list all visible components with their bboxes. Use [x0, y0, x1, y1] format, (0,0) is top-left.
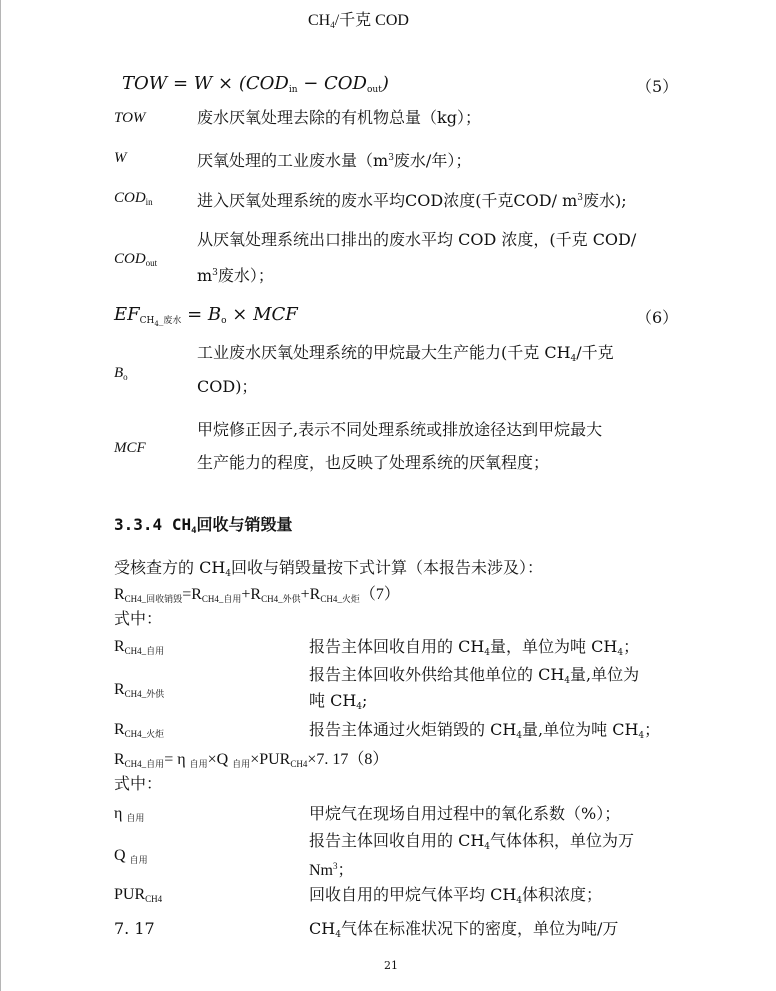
def-text: 报告主体回收自用的 CH: [309, 831, 485, 850]
def-sub: 4: [516, 896, 523, 906]
symbol-eta: [114, 803, 144, 829]
sym-text: R: [114, 638, 125, 655]
def-sub: 4: [638, 731, 645, 741]
definition-w: [197, 147, 471, 172]
eq-text: R: [114, 751, 125, 768]
sym-text: B: [114, 365, 124, 381]
eq-sub: [140, 316, 182, 326]
def-sub: 4: [484, 648, 491, 658]
def-text: 量,单位为吨 CH: [522, 720, 639, 739]
page-number: 21: [384, 959, 398, 972]
symbol-bo: [114, 362, 128, 388]
definition-r-self-use: [309, 636, 639, 664]
definition-r-external-line1: [309, 664, 639, 692]
section-number: 3.3.4: [114, 515, 163, 534]
definition-pur: [309, 884, 602, 912]
sym-sub: in: [145, 197, 153, 207]
eq-text: R: [114, 586, 125, 603]
def-sub: 4: [335, 930, 341, 940]
symbol-density-constant: 7. 17: [114, 919, 155, 938]
symbol-r-flare: [114, 719, 164, 745]
symbol-w: W: [114, 150, 127, 166]
eq-text: = B: [181, 304, 222, 325]
sym-text: R: [114, 681, 125, 698]
symbol-pur: [114, 884, 162, 910]
def-text: ；: [337, 862, 354, 879]
sym-sub: CH4_自用: [124, 646, 165, 656]
def-text: 气体在标准状况下的密度，单位为吨/万: [340, 919, 619, 938]
eq-text: ×Q: [207, 751, 233, 768]
intro-text: 受核查方的 CH: [114, 558, 226, 577]
definition-tow: 废水厌氧处理去除的有机物总量（kg）；: [197, 108, 481, 127]
eq-sub: CH4: [290, 759, 308, 769]
def-text: 厌氧处理的工业废水量（m: [197, 151, 389, 170]
def-text: 报告主体回收外供给其他单位的 CH: [309, 665, 565, 684]
def-sub: 4: [564, 676, 571, 686]
eq-sub: out: [367, 85, 382, 95]
sym-text: PUR: [114, 886, 146, 903]
eq-sub: CH4_火炬: [320, 594, 360, 604]
section-title: 回收与销毁量: [196, 515, 293, 534]
section-heading: [114, 512, 293, 536]
def-text: CH: [309, 919, 336, 938]
eq-sub: CH4_自用: [201, 594, 242, 604]
equation-6-number: （6）: [636, 308, 679, 327]
definition-density: [309, 918, 618, 946]
def-text: ;: [362, 691, 368, 710]
def-text: 体积浓度；: [522, 885, 603, 904]
def-text: ；: [623, 637, 640, 656]
symbol-tow: TOW: [114, 110, 146, 126]
sym-sub: CH4_火炬: [124, 729, 165, 739]
def-text: 废水);: [583, 191, 627, 210]
eq-text: ×PUR: [250, 751, 291, 768]
eq-sub: in: [288, 85, 298, 95]
symbol-q: [114, 845, 148, 871]
def-sup: 3: [333, 861, 338, 871]
eq-text: TOW = W × (COD: [122, 73, 289, 94]
sym-text: Q: [114, 847, 130, 864]
sym-text: COD: [114, 251, 146, 267]
symbol-cod-out: [114, 248, 157, 274]
eq-text: +R: [300, 586, 321, 603]
eq-text: − COD: [297, 73, 367, 94]
definition-bo-line1: [197, 342, 614, 370]
def-text: 报告主体回收自用的 CH: [309, 637, 485, 656]
def-sup: 3: [212, 268, 218, 278]
definition-mcf-line1: 甲烷修正因子,表示不同处理系统或排放途径达到甲烷最大: [197, 420, 603, 439]
def-text: 量，单位为吨 CH: [490, 637, 618, 656]
sym-sub: 自用: [129, 855, 148, 865]
eq-sub: CH4_外供: [261, 594, 301, 604]
sym-text: η: [114, 805, 127, 822]
eq-text: ): [381, 73, 389, 94]
eq-text: （7）: [359, 586, 400, 603]
def-sup: 3: [577, 193, 584, 203]
equation-6: [114, 304, 298, 335]
eq-text: × MCF: [226, 304, 298, 325]
eq-text: +R: [241, 586, 262, 603]
eq-sub-text: _废水: [158, 316, 182, 326]
equation-5-number: （5）: [636, 77, 679, 96]
def-sub: 4: [484, 842, 491, 852]
sym-sub: out: [145, 258, 158, 268]
eq-sub-sub: 4: [154, 320, 159, 328]
def-text: 回收自用的甲烷气体平均 CH: [309, 885, 517, 904]
definition-mcf-line2: 生产能力的程度，也反映了处理系统的厌氧程度；: [197, 453, 550, 472]
eq-text: =R: [182, 586, 202, 603]
definition-eta: 甲烷气在现场自用过程中的氧化系数（%）；: [309, 804, 621, 823]
definition-q-line2: [309, 855, 354, 882]
def-text: 量,单位为: [570, 665, 640, 684]
eq-sub: o: [221, 316, 227, 326]
sym-text: R: [114, 721, 125, 738]
eq-sub: 自用: [189, 759, 208, 769]
def-text: Nm: [309, 862, 333, 879]
eq-sub: CH4_自用: [124, 759, 165, 769]
definition-cod-out-line2: [197, 262, 274, 287]
definition-r-flare: [309, 719, 660, 747]
section-title: CH: [171, 515, 192, 534]
def-text: 气体体积，单位为万: [490, 831, 635, 850]
def-text: /千克: [576, 343, 614, 362]
def-sub: 4: [617, 648, 624, 658]
intro-paragraph: [114, 557, 543, 585]
def-sub: 4: [516, 731, 523, 741]
eq-text: ×7. 17（8）: [307, 751, 389, 768]
sym-sub: o: [123, 372, 128, 382]
def-text: 进入厌氧处理系统的废水平均COD浓度(千克COD/ m: [197, 191, 578, 210]
where-label-2: 式中：: [114, 774, 163, 793]
section-title-sub: 4: [191, 526, 197, 536]
eq-sub-text: CH: [139, 316, 155, 326]
definition-cod-out-line1: 从厌氧处理系统出口排出的废水平均 COD 浓度，(千克 COD/: [197, 230, 637, 249]
def-sub: 4: [570, 354, 577, 364]
def-sub: 4: [356, 702, 363, 712]
unit-subscript: 4: [330, 20, 335, 30]
unit-text: CH: [308, 12, 331, 29]
symbol-cod-in: [114, 187, 153, 213]
def-text: m: [197, 266, 213, 285]
eq-text: EF: [114, 304, 140, 325]
def-text: 废水）；: [217, 266, 274, 285]
definition-bo-line2: COD)；: [197, 377, 258, 396]
sym-sub: CH4_外供: [124, 689, 165, 699]
equation-5: [122, 73, 389, 101]
symbol-mcf: MCF: [114, 440, 146, 456]
symbol-r-external: [114, 679, 164, 705]
def-text: 吨 CH: [309, 691, 357, 710]
top-unit-line: [308, 10, 409, 36]
equation-8: [114, 749, 388, 775]
symbol-r-self-use: [114, 636, 164, 662]
def-text: 废水/年）；: [393, 151, 472, 170]
def-text: 工业废水厌氧处理系统的甲烷最大生产能力(千克 CH: [197, 343, 571, 362]
eq-text: = η: [164, 751, 190, 768]
intro-text: 回收与销毁量按下式计算（本报告未涉及）：: [231, 558, 544, 577]
def-sup: 3: [388, 153, 394, 163]
definition-cod-in: [197, 187, 627, 212]
page-left-border: [0, 0, 1, 991]
where-label-1: 式中：: [114, 609, 163, 628]
sym-text: COD: [114, 190, 146, 206]
def-text: ；: [644, 720, 661, 739]
equation-7: [114, 584, 400, 610]
sym-sub: 自用: [126, 813, 145, 823]
intro-sub: 4: [225, 569, 232, 579]
def-text: 报告主体通过火炬销毁的 CH: [309, 720, 517, 739]
sym-sub: CH4: [145, 894, 163, 904]
eq-sub: CH4_回收销毁: [124, 594, 183, 604]
definition-r-external-line2: [309, 690, 367, 718]
definition-q-line1: [309, 830, 634, 858]
eq-sub: 自用: [232, 759, 251, 769]
unit-text: /千克 COD: [334, 12, 409, 29]
